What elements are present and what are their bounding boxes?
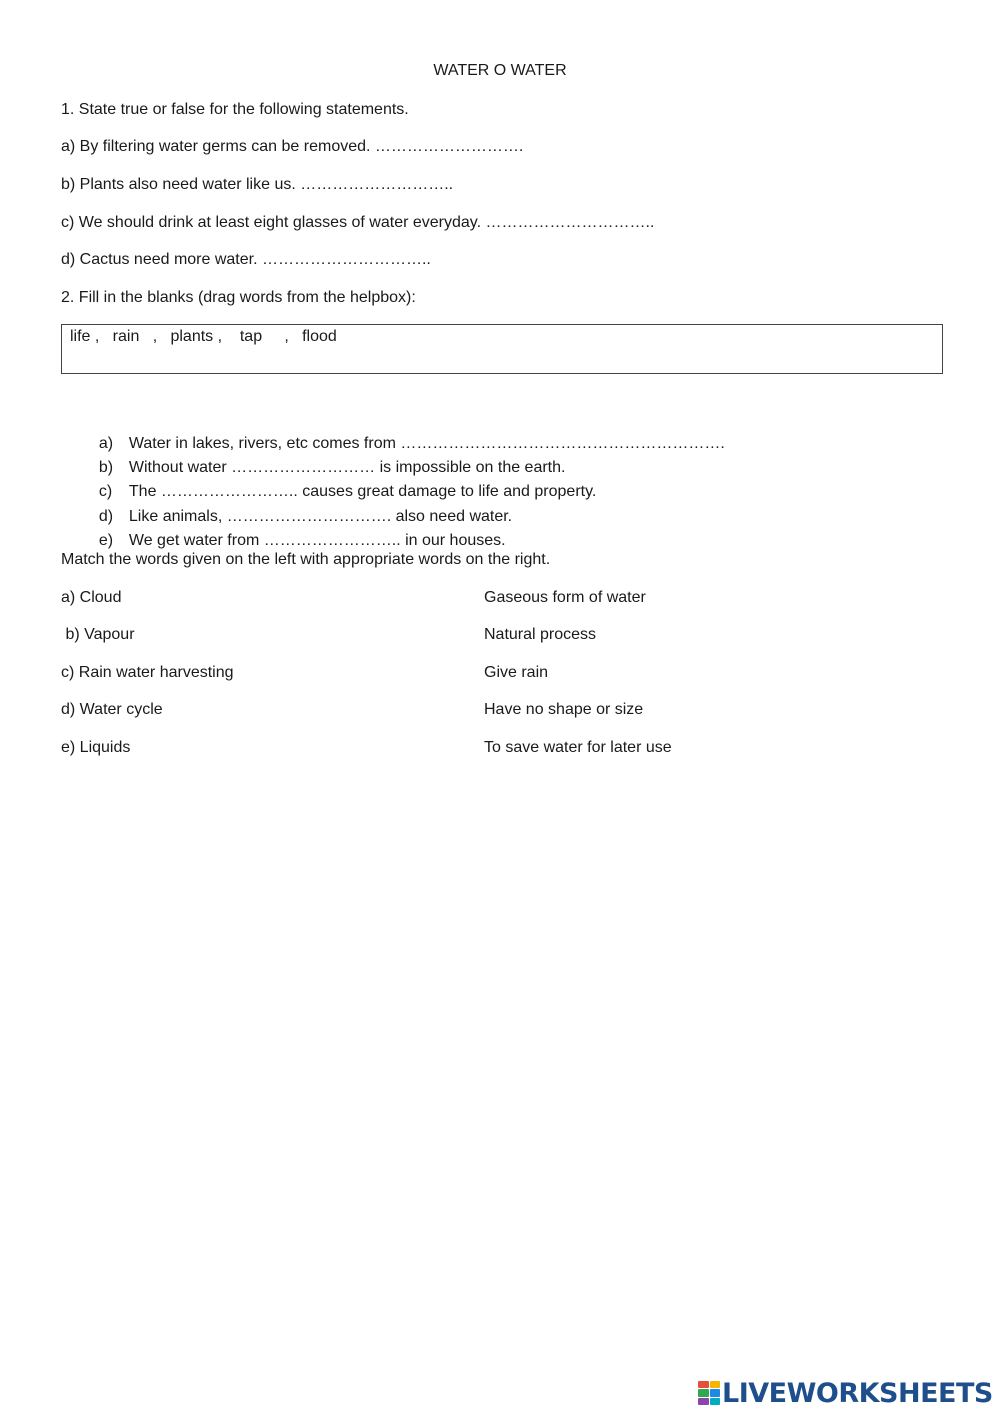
blank-item-text: Water in lakes, rivers, etc comes from ……………………………………………………. [128,435,725,452]
section1-heading: 1. State true or false for the following statements. [61,101,409,118]
match-right-b[interactable]: Natural process [484,626,597,643]
blank-item-text: Like animals, …………………………. also need water. [128,508,513,525]
blank-item-letter: b) [98,459,114,476]
logo-tile [710,1381,721,1388]
blank-item-letter: c) [98,483,113,500]
blank-item-letter: a) [98,435,114,452]
match-right-e[interactable]: To save water for later use [484,739,672,756]
tf-statement-a: a) By filtering water germs can be removed. ………………………. [61,138,524,155]
helpbox [61,324,943,374]
helpbox-words[interactable]: life , rain , plants , tap , flood [70,328,337,345]
blank-item-text: The …………………….. causes great damage to life and property. [128,483,597,500]
logo-tile [698,1398,709,1405]
tf-statement-b: b) Plants also need water like us. ……………………….. [61,176,454,193]
match-left-a[interactable]: a) Cloud [61,589,122,606]
logo-tile [698,1389,709,1396]
tf-statement-d: d) Cactus need more water. ………………………….. [61,251,431,268]
match-left-b[interactable]: b) Vapour [61,626,135,643]
section2-heading: 2. Fill in the blanks (drag words from the helpbox): [61,289,416,306]
blank-item-text: Without water ……………………… is impossible on the earth. [128,459,566,476]
tf-statement-c: c) We should drink at least eight glasses of water everyday. ………………………….. [61,214,655,231]
match-right-a[interactable]: Gaseous form of water [484,589,646,606]
logo-tile [698,1381,709,1388]
match-left-e[interactable]: e) Liquids [61,739,131,756]
liveworksheets-logo [698,1378,993,1408]
logo-mark-icon [698,1381,720,1405]
blank-item-letter: e) [98,532,114,549]
match-left-c[interactable]: c) Rain water harvesting [61,664,234,681]
worksheet-title: WATER O WATER [433,62,567,79]
logo-text: LIVEWORKSHEETS [722,1377,993,1409]
blank-item-e [90,511,506,551]
logo-tile [710,1398,721,1405]
match-right-c[interactable]: Give rain [484,664,549,681]
blank-item-letter: d) [98,508,114,525]
section3-heading: Match the words given on the left with appropriate words on the right. [61,551,551,568]
match-left-d[interactable]: d) Water cycle [61,701,163,718]
logo-tile [710,1389,721,1396]
blank-item-text: We get water from …………………….. in our houses. [128,532,506,549]
match-right-d[interactable]: Have no shape or size [484,701,644,718]
